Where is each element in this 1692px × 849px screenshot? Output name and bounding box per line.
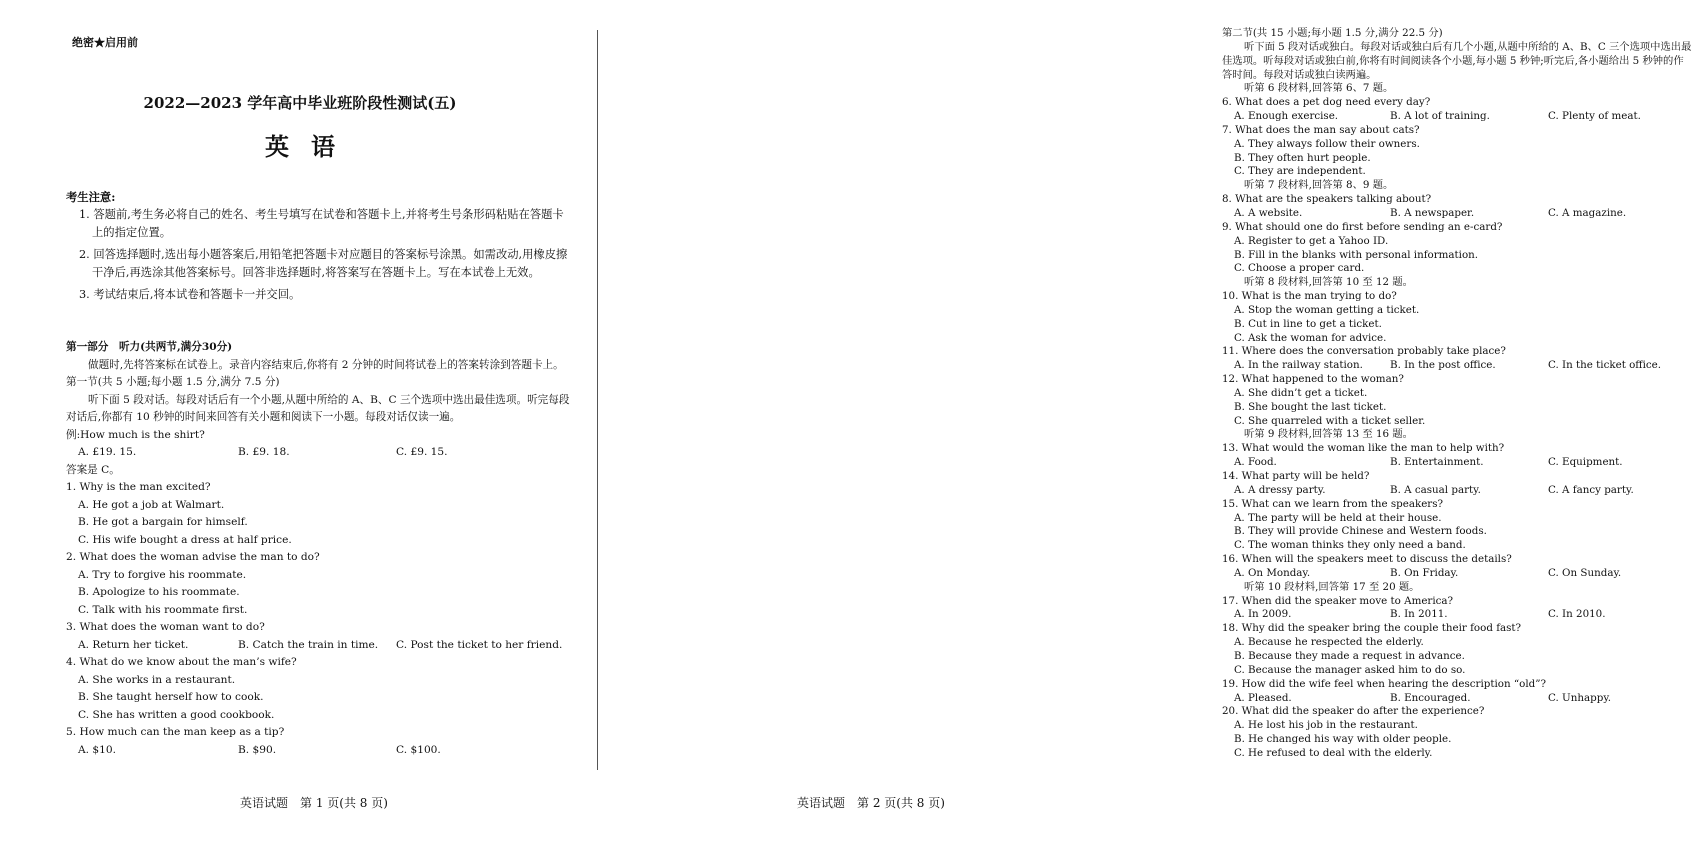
option-text: A. He got a job at Walmart. — [78, 498, 225, 511]
option-text: C. £9. 15. — [396, 446, 448, 458]
question-text: 5. How much can the man keep as a tip? — [66, 726, 285, 738]
question-text: 16. When will the speakers meet to discuss the details? — [1222, 553, 1512, 566]
option-text: A. Register to get a Yahoo ID. — [1234, 234, 1389, 247]
option-text: A. Stop the woman getting a ticket. — [1234, 303, 1420, 316]
question-block — [1222, 373, 1692, 428]
question-block — [66, 654, 571, 724]
question-text: 2. What does the woman advise the man to do? — [66, 551, 320, 563]
option-text: B. A lot of training. — [1390, 110, 1490, 123]
part-heading: 第一部分 听力(共两节,满分30分) — [66, 341, 233, 353]
question-block — [1222, 595, 1692, 623]
question-text: 10. What is the man trying to do? — [1222, 290, 1397, 303]
option-text: B. They will provide Chinese and Western foods. — [1234, 525, 1487, 538]
option-text: C. Equipment. — [1548, 456, 1623, 469]
option-text: C. They are independent. — [1234, 165, 1366, 178]
question-text: 12. What happened to the woman? — [1222, 373, 1404, 386]
section-heading: 第二节(共 15 小题;每小题 1.5 分,满分 22.5 分) — [1222, 27, 1443, 39]
option-text: B. A casual party. — [1390, 483, 1481, 496]
listening-part-1 — [66, 339, 571, 759]
option-row — [1222, 207, 1692, 221]
material-transition: 听第 9 段材料,回答第 13 至 16 题。 — [1244, 428, 1413, 441]
option-text: C. Talk with his roommate first. — [78, 603, 248, 616]
option-text: B. Catch the train in time. — [238, 638, 379, 651]
question-block — [66, 549, 571, 619]
option-text: A. The party will be held at their house. — [1234, 511, 1442, 524]
option-text: C. Choose a proper card. — [1234, 262, 1365, 275]
subject-title: 英语 — [265, 132, 357, 161]
option-text: A. Because he respected the elderly. — [1234, 636, 1424, 649]
option-text: A. She works in a restaurant. — [78, 673, 236, 686]
option-text: B. In 2011. — [1390, 608, 1448, 621]
exam-title: 2022—2023 学年高中毕业班阶段性测试(五) — [143, 94, 457, 112]
page-footer: 英语试题 第 2 页(共 8 页) — [797, 796, 945, 810]
column-divider — [597, 30, 598, 770]
question-group — [1222, 179, 1692, 276]
option-text: C. In the ticket office. — [1548, 359, 1662, 372]
question-group — [1222, 428, 1692, 580]
option-text: B. £9. 18. — [238, 446, 290, 458]
option-text: C. In 2010. — [1548, 608, 1606, 621]
option-row — [1222, 110, 1692, 124]
exam-page-2 — [600, 0, 1692, 849]
option-text: A. Return her ticket. — [78, 638, 189, 651]
question-group — [1222, 276, 1692, 428]
question-text: 8. What are the speakers talking about? — [1222, 193, 1432, 206]
question-text: 7. What does the man say about cats? — [1222, 123, 1420, 136]
question-text: 3. What does the woman want to do? — [66, 621, 265, 633]
example-options — [66, 444, 571, 462]
option-text: C. His wife bought a dress at half price. — [78, 533, 292, 546]
option-row — [1222, 608, 1692, 622]
option-text: A. She didn’t get a ticket. — [1234, 386, 1368, 399]
option-text: B. They often hurt people. — [1234, 151, 1371, 164]
material-transition: 听第 10 段材料,回答第 17 至 20 题。 — [1244, 580, 1420, 593]
option-text: B. Because they made a request in advance. — [1234, 649, 1465, 662]
question-block — [1222, 124, 1692, 179]
option-text: C. Because the manager asked him to do so. — [1234, 663, 1466, 676]
question-block — [1222, 705, 1692, 760]
option-text: B. Entertainment. — [1390, 456, 1484, 469]
option-row — [66, 637, 571, 655]
option-text: A. Pleased. — [1234, 691, 1292, 704]
option-text: A. In the railway station. — [1234, 359, 1363, 372]
option-text: B. She bought the last ticket. — [1234, 400, 1387, 413]
option-row — [66, 742, 571, 760]
option-text: B. Apologize to his roommate. — [78, 586, 240, 598]
option-text: B. Encouraged. — [1390, 691, 1471, 704]
notes-heading: 考生注意: — [66, 190, 116, 204]
question-group — [1222, 82, 1692, 179]
question-block — [66, 724, 571, 759]
option-text: C. A fancy party. — [1548, 483, 1634, 496]
option-text: B. In the post office. — [1390, 359, 1496, 372]
option-text: C. Plenty of meat. — [1548, 110, 1641, 123]
material-transition: 听第 6 段材料,回答第 6、7 题。 — [1244, 82, 1394, 95]
question-group — [1222, 581, 1692, 761]
question-text: 6. What does a pet dog need every day? — [1222, 96, 1431, 109]
option-row — [1222, 484, 1692, 498]
option-text: C. He refused to deal with the elderly. — [1234, 746, 1433, 759]
option-text: A. $10. — [78, 743, 116, 756]
question-groups — [1222, 82, 1692, 760]
section-instructions: 听下面 5 段对话。每段对话后有一个小题,从题中所给的 A、B、C 三个选项中选出最佳选项。听完每段对话后,你都有 10 秒钟的时间来回答有关小题和阅读下一小题。每段对话仅读一遍。 — [66, 393, 570, 423]
option-text: C. The woman thinks they only need a band. — [1234, 539, 1466, 552]
option-text: C. She quarreled with a ticket seller. — [1234, 414, 1426, 427]
question-block — [1222, 470, 1692, 498]
question-list — [66, 479, 571, 759]
option-text: B. A newspaper. — [1390, 206, 1475, 219]
material-transition: 听第 8 段材料,回答第 10 至 12 题。 — [1244, 276, 1413, 289]
question-block — [66, 619, 571, 654]
option-text: A. £19. 15. — [78, 446, 137, 458]
question-block — [1222, 345, 1692, 373]
option-text: A. A website. — [1234, 206, 1303, 219]
option-text: C. Unhappy. — [1548, 691, 1612, 704]
note-item: 2. 回答选择题时,选出每小题答案后,用铅笔把答题卡对应题目的答案标号涂黑。如需改动,用橡皮擦干净后,再选涂其他答案标号。回答非选择题时,将答案写在答题卡上。写在本试卷上无效。 — [79, 248, 568, 279]
option-text: A. He lost his job in the restaurant. — [1234, 719, 1418, 732]
option-text: B. She taught herself how to cook. — [78, 691, 264, 703]
option-row — [1222, 359, 1692, 373]
part-instructions: 做题时,先将答案标在试卷上。录音内容结束后,你将有 2 分钟的时间将试卷上的答案转涂到答题卡上。 — [88, 358, 564, 371]
example-question: 例:How much is the shirt? — [66, 428, 205, 441]
question-text: 17. When did the speaker move to America? — [1222, 594, 1454, 607]
note-item: 3. 考试结束后,将本试卷和答题卡一并交回。 — [79, 288, 301, 301]
question-block — [1222, 221, 1692, 276]
question-block — [1222, 290, 1692, 345]
option-text: C. Post the ticket to her friend. — [396, 638, 563, 651]
question-block — [1222, 498, 1692, 553]
option-text: C. A magazine. — [1548, 206, 1627, 219]
option-text: A. In 2009. — [1234, 608, 1292, 621]
question-text: 13. What would the woman like the man to help with? — [1222, 442, 1505, 455]
question-text: 1. Why is the man excited? — [66, 481, 211, 493]
example-answer: 答案是 C。 — [66, 463, 120, 476]
option-text: B. He got a bargain for himself. — [78, 516, 248, 528]
question-text: 19. How did the wife feel when hearing the description “old”? — [1222, 677, 1547, 690]
question-block — [1222, 553, 1692, 581]
page-footer: 英语试题 第 1 页(共 8 页) — [240, 796, 388, 810]
question-text: 18. Why did the speaker bring the couple their food fast? — [1222, 622, 1522, 635]
listening-section-2 — [1222, 27, 1692, 761]
option-text: B. Fill in the blanks with personal information. — [1234, 248, 1479, 261]
question-text: 4. What do we know about the man’s wife? — [66, 656, 297, 668]
section-heading: 第一节(共 5 小题;每小题 1.5 分,满分 7.5 分) — [66, 376, 280, 388]
option-text: B. $90. — [238, 743, 277, 756]
option-text: A. On Monday. — [1234, 566, 1311, 579]
question-block — [66, 479, 571, 549]
option-text: B. Cut in line to get a ticket. — [1234, 317, 1382, 330]
option-text: A. Food. — [1234, 456, 1277, 469]
option-row — [1222, 456, 1692, 470]
candidate-notes — [66, 188, 571, 308]
confidential-mark: 绝密★启用前 — [72, 36, 138, 49]
option-text: C. Ask the woman for advice. — [1234, 331, 1387, 344]
question-block — [1222, 96, 1692, 124]
question-block — [1222, 442, 1692, 470]
question-text: 15. What can we learn from the speakers? — [1222, 497, 1444, 510]
option-text: A. Try to forgive his roommate. — [78, 568, 247, 581]
option-text: C. On Sunday. — [1548, 566, 1622, 579]
question-text: 9. What should one do first before sending an e-card? — [1222, 220, 1503, 233]
option-text: A. They always follow their owners. — [1234, 137, 1420, 150]
exam-page-1 — [0, 0, 600, 849]
question-block — [1222, 622, 1692, 677]
option-text: B. On Friday. — [1390, 566, 1459, 579]
question-block — [1222, 193, 1692, 221]
question-block — [1222, 678, 1692, 706]
option-text: C. She has written a good cookbook. — [78, 708, 275, 721]
question-text: 11. Where does the conversation probably take place? — [1222, 345, 1506, 358]
option-text: A. Enough exercise. — [1234, 110, 1339, 123]
option-row — [1222, 692, 1692, 706]
option-text: A. A dressy party. — [1234, 483, 1326, 496]
option-row — [1222, 567, 1692, 581]
section-instructions: 听下面 5 段对话或独白。每段对话或独白后有几个小题,从题中所给的 A、B、C 三个选项中选出最佳选项。听每段对话或独白前,你将有时间阅读各个小题,每小题 5 秒钟;听完后,各小题给出 5 秒钟的作答时间。每段对话或独白读两遍。 — [1222, 40, 1692, 81]
option-text: C. $100. — [396, 743, 441, 756]
option-text: B. He changed his way with older people. — [1234, 733, 1452, 746]
question-text: 14. What party will be held? — [1222, 470, 1370, 482]
question-text: 20. What did the speaker do after the experience? — [1222, 705, 1485, 718]
note-item: 1. 答题前,考生务必将自己的姓名、考生号填写在试卷和答题卡上,并将考生号条形码粘贴在答题卡上的指定位置。 — [79, 208, 564, 239]
material-transition: 听第 7 段材料,回答第 8、9 题。 — [1244, 179, 1394, 192]
